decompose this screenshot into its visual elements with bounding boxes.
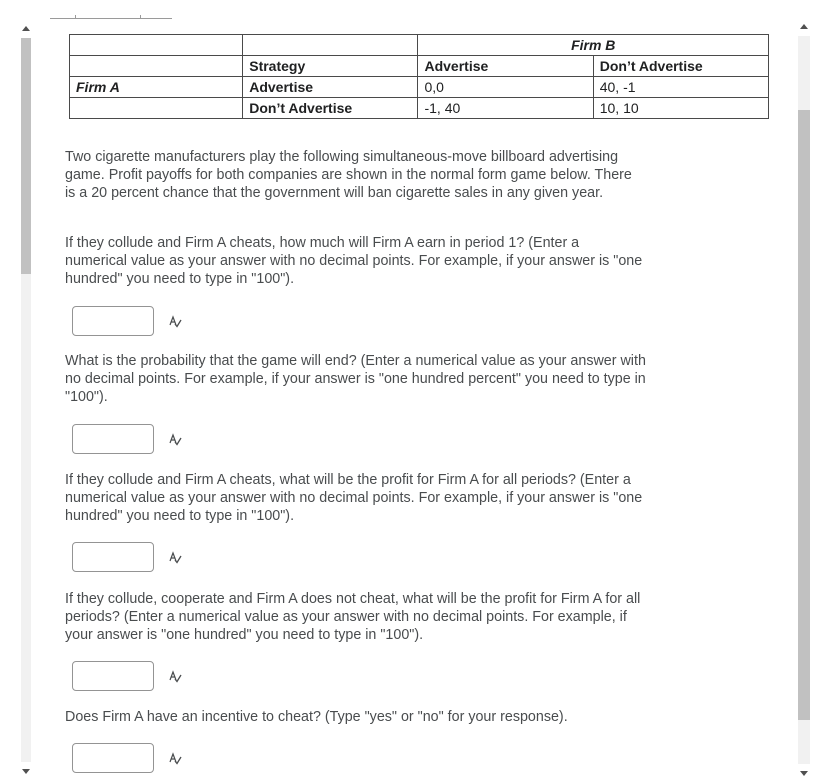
payoff-cell: 0,0 xyxy=(418,77,593,98)
scroll-up-arrow-icon[interactable] xyxy=(22,26,30,31)
table-row xyxy=(70,77,769,98)
row-player-header: Firm A xyxy=(70,77,243,98)
left-scrollbar[interactable] xyxy=(18,24,34,776)
column-player-header: Firm B xyxy=(418,35,769,56)
top-divider xyxy=(50,18,172,19)
spellcheck-icon[interactable] xyxy=(168,550,182,564)
right-scrollbar-thumb[interactable] xyxy=(798,110,810,720)
right-scrollbar[interactable] xyxy=(796,22,812,778)
column-strategy-advertise: Advertise xyxy=(418,56,593,77)
payoff-cell: -1, 40 xyxy=(418,98,593,119)
answer-input-1[interactable] xyxy=(72,306,154,336)
row-strategy-dont-advertise: Don’t Advertise xyxy=(243,98,418,119)
question-3-text: If they collude and Firm A cheats, what will be the profit for Firm A for all periods? (Enter a numerical value as your answer with no decimal points. For example, if your answer is "one hundred" you need to type in "100"). xyxy=(65,472,643,524)
problem-intro: Two cigarette manufacturers play the following simultaneous-move billboard advertising game. Profit payoffs for both companies are shown in the normal form game below. There is a 20 percent chance that the government will ban cigarette sales in any given year. xyxy=(65,149,632,201)
scroll-down-arrow-icon[interactable] xyxy=(800,771,808,776)
table-row xyxy=(70,98,769,119)
answer-input-2[interactable] xyxy=(72,424,154,454)
table-row xyxy=(70,35,769,56)
question-5-text: Does Firm A have an incentive to cheat? (Type "yes" or "no" for your response). xyxy=(65,709,568,725)
spellcheck-icon[interactable] xyxy=(168,432,182,446)
payoff-table xyxy=(69,34,769,119)
row-strategy-advertise: Advertise xyxy=(243,77,418,98)
strategy-header: Strategy xyxy=(243,56,418,77)
question-1-text: If they collude and Firm A cheats, how much will Firm A earn in period 1? (Enter a numerical value as your answer with no decimal points. For example, if your answer is "one hundred" you need to type in "100"). xyxy=(65,235,643,287)
spellcheck-icon[interactable] xyxy=(168,314,182,328)
spellcheck-icon[interactable] xyxy=(168,669,182,683)
answer-input-5[interactable] xyxy=(72,743,154,773)
spellcheck-icon[interactable] xyxy=(168,751,182,765)
scroll-down-arrow-icon[interactable] xyxy=(22,769,30,774)
question-2-text: What is the probability that the game will end? (Enter a numerical value as your answer with no decimal points. For example, if your answer is "one hundred percent" you need to type in "100"). xyxy=(65,353,646,405)
scroll-up-arrow-icon[interactable] xyxy=(800,24,808,29)
question-4-text: If they collude, cooperate and Firm A does not cheat, what will be the profit for Firm A for all periods? (Enter a numerical value as your answer with no decimal points. For example, if your answer is "one hundred" you need to type in "100"). xyxy=(65,591,641,643)
column-strategy-dont-advertise: Don’t Advertise xyxy=(593,56,768,77)
left-scrollbar-thumb[interactable] xyxy=(21,38,31,274)
payoff-cell: 10, 10 xyxy=(593,98,768,119)
answer-input-4[interactable] xyxy=(72,661,154,691)
payoff-cell: 40, -1 xyxy=(593,77,768,98)
table-row xyxy=(70,56,769,77)
answer-input-3[interactable] xyxy=(72,542,154,572)
